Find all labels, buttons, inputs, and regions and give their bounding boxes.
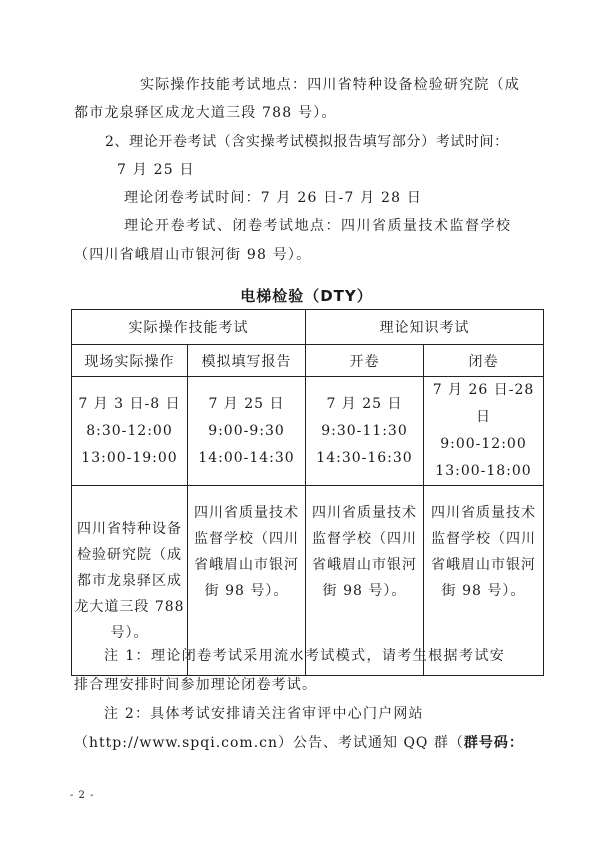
sub-header: 闭卷 <box>424 345 544 377</box>
table-title: 电梯检验（DTY） <box>240 287 373 305</box>
date-text: 7 月 25 日 <box>208 395 285 412</box>
time-text: 14:30-16:30 <box>316 449 413 466</box>
time-cell <box>72 377 188 486</box>
sub-header: 现场实际操作 <box>72 345 188 377</box>
time-text: 9:00-9:30 <box>208 422 285 439</box>
note-line: 注 2：具体考试安排请关注省审评中心门户网站 <box>104 706 424 722</box>
paragraph-line: 7 月 25 日 <box>117 162 195 178</box>
time-cell <box>424 377 544 486</box>
location-cell: 四川省质量技术监督学校（四川省峨眉山市银河街 98 号）。 <box>424 486 544 676</box>
date-text: 7 月 3 日-8 日 <box>78 395 181 412</box>
date-text: 7 月 26 日-28 日 <box>432 382 535 425</box>
paragraph-line: 实际操作技能考试地点：四川省特种设备检验研究院（成 <box>140 77 520 93</box>
time-text: 8:30-12:00 <box>86 422 173 439</box>
paragraph-line: 理论开卷考试、闭卷考试地点：四川省质量技术监督学校 <box>124 218 512 234</box>
sub-header: 开卷 <box>306 345 424 377</box>
paragraph-line: 2、理论开卷考试（含实操考试模拟报告填写部分）考试时间： <box>105 134 509 150</box>
group-header-theory: 理论知识考试 <box>306 310 544 345</box>
note-line <box>74 733 524 753</box>
time-cell <box>188 377 306 486</box>
location-cell: 四川省质量技术监督学校（四川省峨眉山市银河街 98 号）。 <box>306 486 424 676</box>
table-row <box>72 377 544 486</box>
paragraph-line: 理论闭卷考试时间：7 月 26 日-7 月 28 日 <box>124 190 423 206</box>
paragraph-line: 都市龙泉驿区成龙大道三段 788 号）。 <box>74 105 337 121</box>
paragraph-line: （四川省峨眉山市银河街 98 号）。 <box>74 247 312 263</box>
qq-group-label: 群号码： <box>463 735 524 751</box>
note-line: 注 1：理论闭卷考试采用流水考试模式，请考生根据考试安 <box>104 648 506 664</box>
location-cell: 四川省质量技术监督学校（四川省峨眉山市银河街 98 号）。 <box>188 486 306 676</box>
time-cell <box>306 377 424 486</box>
note-line: 排合理安排时间参加理论闭卷考试。 <box>74 677 318 693</box>
time-text: 14:00-14:30 <box>198 449 295 466</box>
time-text: 9:30-11:30 <box>321 422 408 439</box>
location-cell: 四川省特种设备检验研究院（成都市龙泉驿区成龙大道三段 788 号）。 <box>72 486 188 676</box>
time-text: 13:00-18:00 <box>435 463 532 479</box>
group-header-practical: 实际操作技能考试 <box>72 310 306 345</box>
time-text: 9:00-12:00 <box>440 436 527 452</box>
note-text: （http://www.spqi.com.cn）公告、考试通知 QQ 群（ <box>74 735 464 751</box>
time-text: 13:00-19:00 <box>81 449 178 466</box>
date-text: 7 月 25 日 <box>326 395 403 412</box>
page-number: - 2 - <box>70 790 95 801</box>
exam-schedule-table <box>71 309 544 676</box>
sub-header: 模拟填写报告 <box>188 345 306 377</box>
